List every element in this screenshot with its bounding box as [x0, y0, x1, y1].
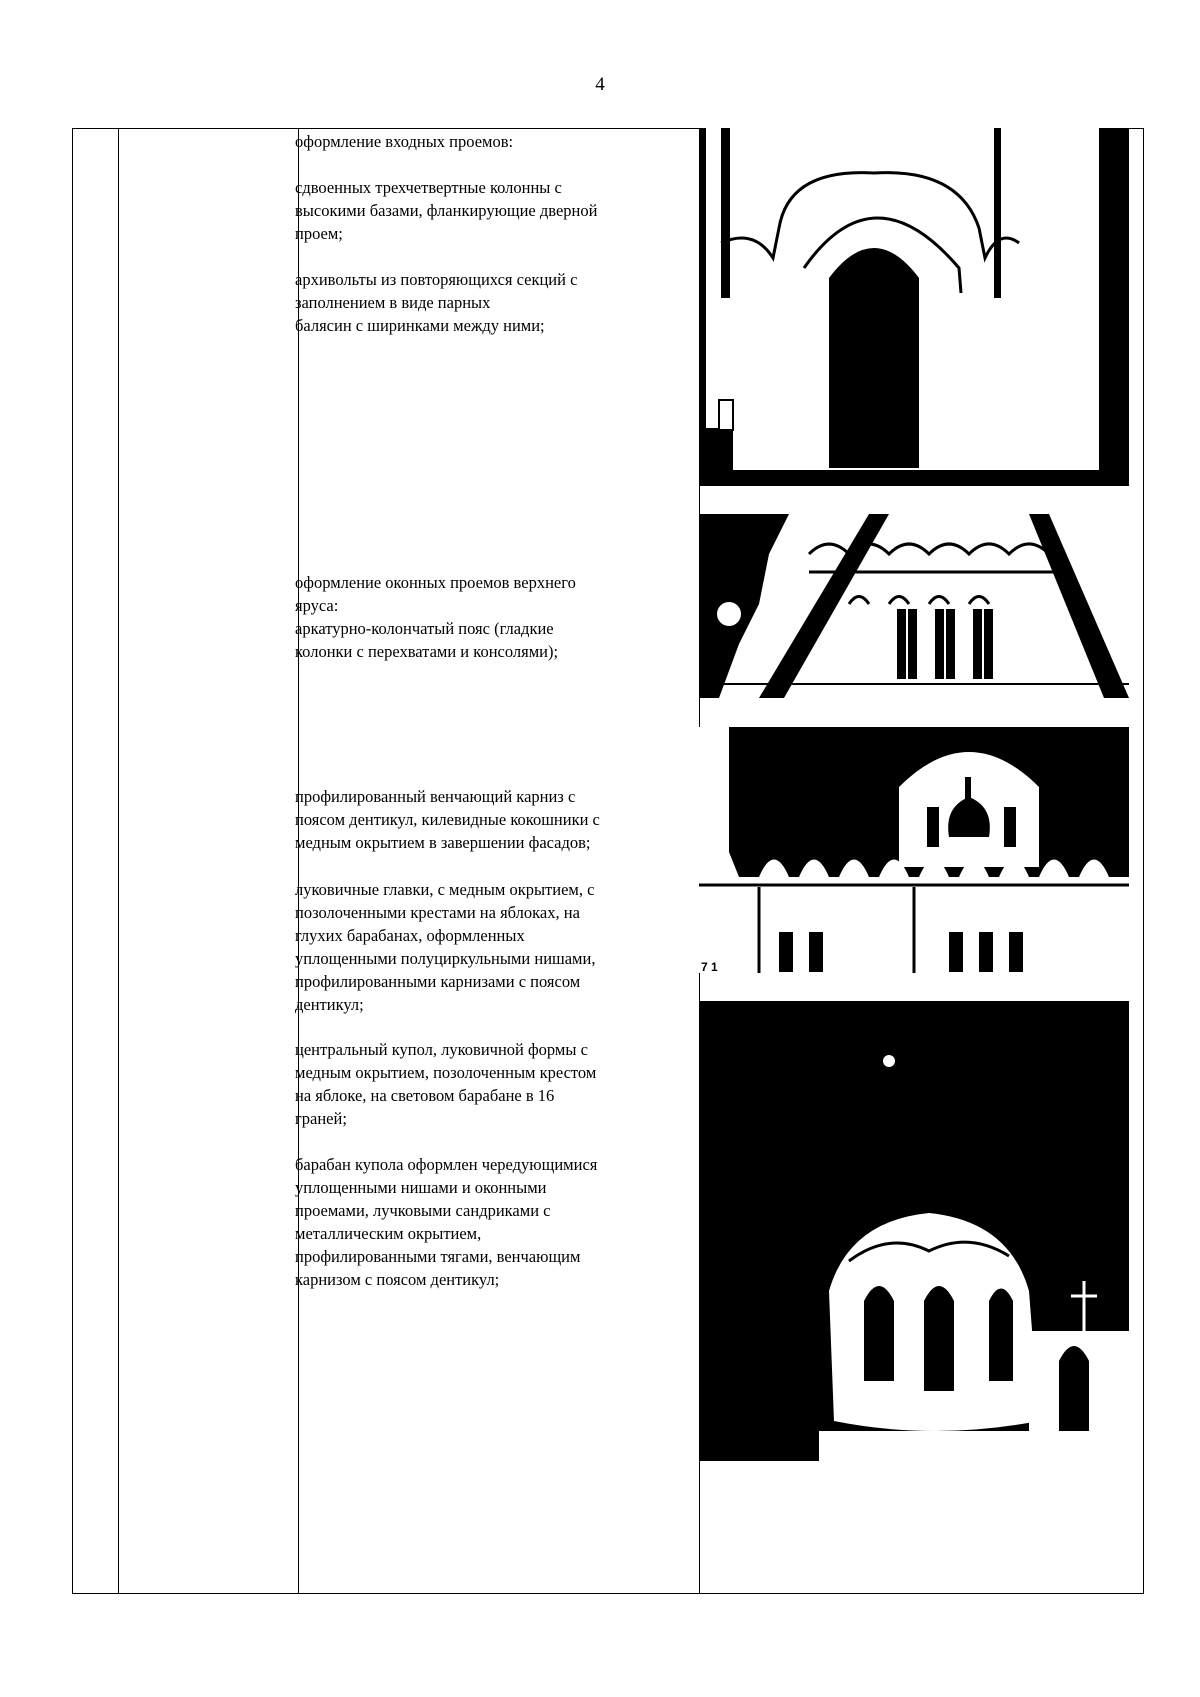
text-block-central-dome [295, 1038, 690, 1130]
text-block-drum-decoration [295, 1153, 690, 1291]
text-line: колонки с перехватами и консолями); [295, 642, 559, 661]
text-line: уплощенными полуциркульными нишами, [295, 949, 596, 968]
text-line: медным окрытием, позолоченным крестом [295, 1063, 597, 1082]
text-line: профилированный венчающий карниз с [295, 787, 576, 806]
text-line: балясин с ширинками между ними; [295, 316, 545, 335]
text-line: металлическим окрытием, [295, 1224, 482, 1243]
central-dome-image [699, 1001, 1129, 1461]
text-block-archivolts [295, 268, 690, 337]
kokoshniki-domes-image [699, 727, 1129, 973]
text-line: проемами, лучковыми сандриками с [295, 1201, 551, 1220]
text-line: аркатурно-колончатый пояс (гладкие [295, 619, 554, 638]
text-block-onion-domes [295, 878, 690, 1016]
text-line: уплощенными нишами и оконными [295, 1178, 547, 1197]
text-line: профилированными тягами, венчающим [295, 1247, 581, 1266]
text-line: яруса: [295, 596, 339, 615]
text-line: медным окрытием в завершении фасадов; [295, 833, 591, 852]
text-line: высокими базами, фланкирующие дверной [295, 201, 598, 220]
photo-kokoshniki-domes [699, 727, 1129, 973]
text-line: оформление оконных проемов верхнего [295, 573, 576, 592]
entrance-doorway-image [699, 128, 1129, 486]
text-line: дентикул; [295, 995, 364, 1014]
text-line: заполнением в виде парных [295, 293, 491, 312]
text-block-upper-windows [295, 571, 690, 663]
photo-upper-windows [699, 514, 1129, 698]
photo-overlay-text: 7 1 [701, 960, 718, 973]
text-line: проем; [295, 224, 343, 243]
text-line: луковичные главки, с медным окрытием, с [295, 880, 595, 899]
column-divider-1 [118, 129, 119, 1593]
text-line: глухих барабанах, оформленных [295, 926, 525, 945]
text-line: поясом дентикул, килевидные кокошники с [295, 810, 600, 829]
text-line: оформление входных проемов: [295, 132, 514, 151]
upper-windows-image [699, 514, 1129, 698]
text-line: на яблоке, на световом барабане в 16 [295, 1086, 555, 1105]
text-block-paired-columns [295, 176, 690, 245]
text-line: граней; [295, 1109, 347, 1128]
text-line: профилированными карнизами с поясом [295, 972, 581, 991]
photo-central-dome [699, 1001, 1129, 1461]
text-line: сдвоенных трехчетвертные колонны с [295, 178, 562, 197]
column-divider-2 [298, 129, 299, 1593]
text-line: барабан купола оформлен чередующимися [295, 1155, 598, 1174]
photo-entrance-doorway [699, 128, 1129, 486]
text-block-entrance-openings [295, 130, 690, 153]
text-line: центральный купол, луковичной формы с [295, 1040, 588, 1059]
text-line: архивольты из повторяющихся секций с [295, 270, 578, 289]
text-line: карнизом с поясом дентикул; [295, 1270, 500, 1289]
text-line: позолоченными крестами на яблоках, на [295, 903, 580, 922]
page-number: 4 [595, 74, 605, 95]
text-block-cornice [295, 785, 690, 854]
